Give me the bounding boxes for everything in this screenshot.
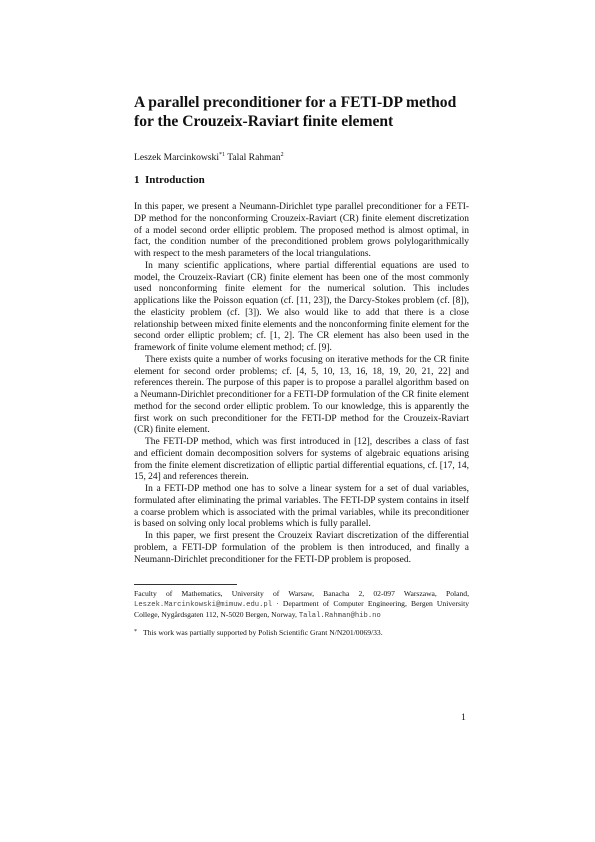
author-affiliation-mark: *1: [219, 152, 225, 158]
footnote: [134, 627, 469, 638]
section-number: 1: [134, 174, 140, 186]
affiliations: [134, 589, 469, 621]
paragraph: In many scientific applications, where partial differential equations are used to model, the Crouzeix-Raviart (CR) finite element has been one of the most commonly used nonconforming finite element for the numerical solution. This includes applications like the Poisson equation (cf. [11, 23]), the Darcy-Stokes problem (cf. [8]), the elasticity problem (cf. [3]). We also would like to add that there is a close relationship between mixed finite elements and the nonconforming finite element for the second order elliptic problem; cf. [1, 2]. The CR element has also been used in the framework of finite volume element method; cf. [9].: [134, 260, 469, 353]
footnote-divider: [134, 584, 237, 585]
affiliation-text: · Department of Computer Engineering, Bergen University College, Nygårdsgaten 112, N-5020 Bergen, Norway,: [134, 599, 469, 619]
footnote-text: This work was partially supported by Polish Scientific Grant N/N201/0069/33.: [143, 628, 383, 637]
author-affiliation-mark: 2: [280, 152, 284, 158]
paragraph: In a FETI-DP method one has to solve a linear system for a set of dual variables, formulated after eliminating the primal variables. The FETI-DP system contains in itself a coarse problem which is associated with the primal variables, while its preconditioner is based on solving only local problems which is fully parallel.: [134, 484, 469, 530]
author-line: [134, 149, 284, 164]
author-name: Talal Rahman: [227, 152, 281, 163]
footnote-mark: *: [134, 629, 137, 635]
email-link[interactable]: Talal.Rahman@hib.no: [298, 612, 381, 620]
page-number: 1: [461, 712, 466, 723]
paper-title: A parallel preconditioner for a FETI-DP method for the Crouzeix-Raviart finite element: [134, 94, 457, 130]
section-heading: [134, 173, 205, 187]
paragraph: The FETI-DP method, which was first introduced in [12], describes a class of fast and efficient domain decomposition solvers for systems of algebraic equations arising from the finite element discretization of elliptic partial differential equations, cf. [17, 14, 15, 24] and references therein.: [134, 437, 469, 483]
affiliation-text: Faculty of Mathematics, University of Warsaw, Banacha 2, 02-097 Warszawa, Poland,: [134, 589, 469, 598]
paragraph: In this paper, we first present the Crouzeix Raviart discretization of the differential problem, a FETI-DP formulation of the problem is then introduced, and finally a Neumann-Dirichlet preconditioner for the FETI-DP problem is proposed.: [134, 531, 469, 565]
email-link[interactable]: Leszek.Marcinkowski@mimuw.edu.pl: [134, 601, 273, 609]
body-text: [134, 202, 469, 566]
author-name: Leszek Marcinkowski: [134, 152, 219, 163]
paragraph: There exists quite a number of works focusing on iterative methods for the CR finite element for second order problems; cf. [4, 5, 10, 13, 16, 18, 19, 20, 21, 22] and references therein. The purpose of this paper is to propose a parallel algorithm based on a Neumann-Dirichlet preconditioner for a FETI-DP formulation of the CR finite element method for the second order elliptic problem. To our knowledge, this is apparently the first work on such preconditioner for the FETI-DP method for the Crouzeix-Raviart (CR) finite element.: [134, 354, 469, 436]
paragraph: In this paper, we present a Neumann-Dirichlet type parallel preconditioner for a FETI-DP method for the nonconforming Crouzeix-Raviart (CR) finite element discretization of a model second order elliptic problem. The proposed method is almost optimal, in fact, the condition number of the preconditioned problem grows polylogarithmically with respect to the mesh parameters of the local triangulations.: [134, 202, 469, 259]
section-title: Introduction: [145, 174, 205, 186]
